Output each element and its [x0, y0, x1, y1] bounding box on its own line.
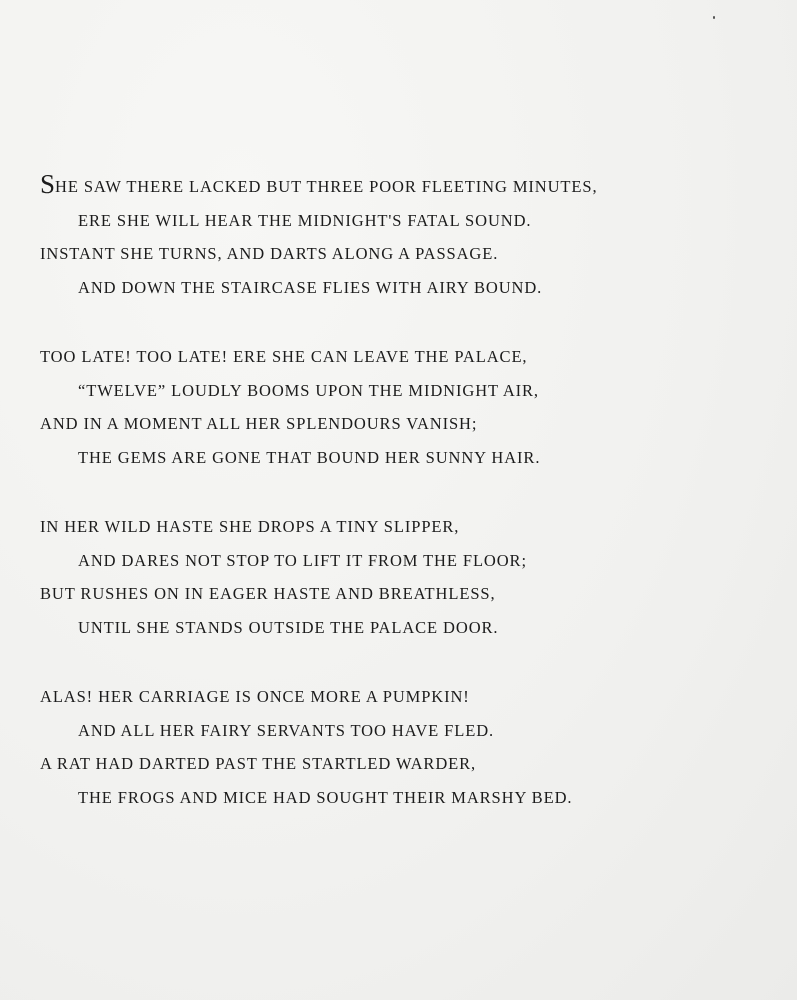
stanza-2: [40, 340, 760, 474]
poem-line: THE GEMS ARE GONE THAT BOUND HER SUNNY HAIR.: [78, 447, 541, 467]
poem-line: AND DOWN THE STAIRCASE FLIES WITH AIRY BOUND.: [78, 277, 543, 297]
poem-line: IN HER WILD HASTE SHE DROPS A TINY SLIPPER,: [40, 517, 460, 536]
poem-line: AND ALL HER FAIRY SERVANTS TOO HAVE FLED.: [78, 720, 495, 740]
poem: [40, 170, 760, 850]
poem-line: [40, 170, 760, 204]
poem-line: AND DARES NOT STOP TO LIFT IT FROM THE FLOOR;: [78, 550, 527, 570]
poem-line: A RAT HAD DARTED PAST THE STARTLED WARDER,: [40, 754, 477, 773]
poem-line: INSTANT SHE TURNS, AND DARTS ALONG A PASSAGE.: [40, 244, 499, 263]
paper-speck: [713, 16, 715, 19]
poem-line: “TWELVE” LOUDLY BOOMS UPON THE MIDNIGHT AIR,: [78, 380, 539, 400]
poem-line: UNTIL SHE STANDS OUTSIDE THE PALACE DOOR.: [78, 617, 499, 637]
poem-line: BUT RUSHES ON IN EAGER HASTE AND BREATHLESS,: [40, 584, 496, 603]
poem-line: THE FROGS AND MICE HAD SOUGHT THEIR MARSHY BED.: [78, 787, 573, 807]
stanza-1: [40, 170, 760, 304]
stanza-4: [40, 680, 760, 814]
poem-line: ERE SHE WILL HEAR THE MIDNIGHT'S FATAL SOUND.: [78, 210, 532, 230]
drop-capital: S: [40, 169, 56, 199]
poem-line-text: HE SAW THERE LACKED BUT THREE POOR FLEETING MINUTES,: [55, 177, 598, 196]
poem-line: TOO LATE! TOO LATE! ERE SHE CAN LEAVE THE PALACE,: [40, 347, 528, 366]
poem-line: AND IN A MOMENT ALL HER SPLENDOURS VANISH;: [40, 414, 478, 433]
poem-line: ALAS! HER CARRIAGE IS ONCE MORE A PUMPKIN!: [40, 687, 470, 706]
stanza-3: [40, 510, 760, 644]
